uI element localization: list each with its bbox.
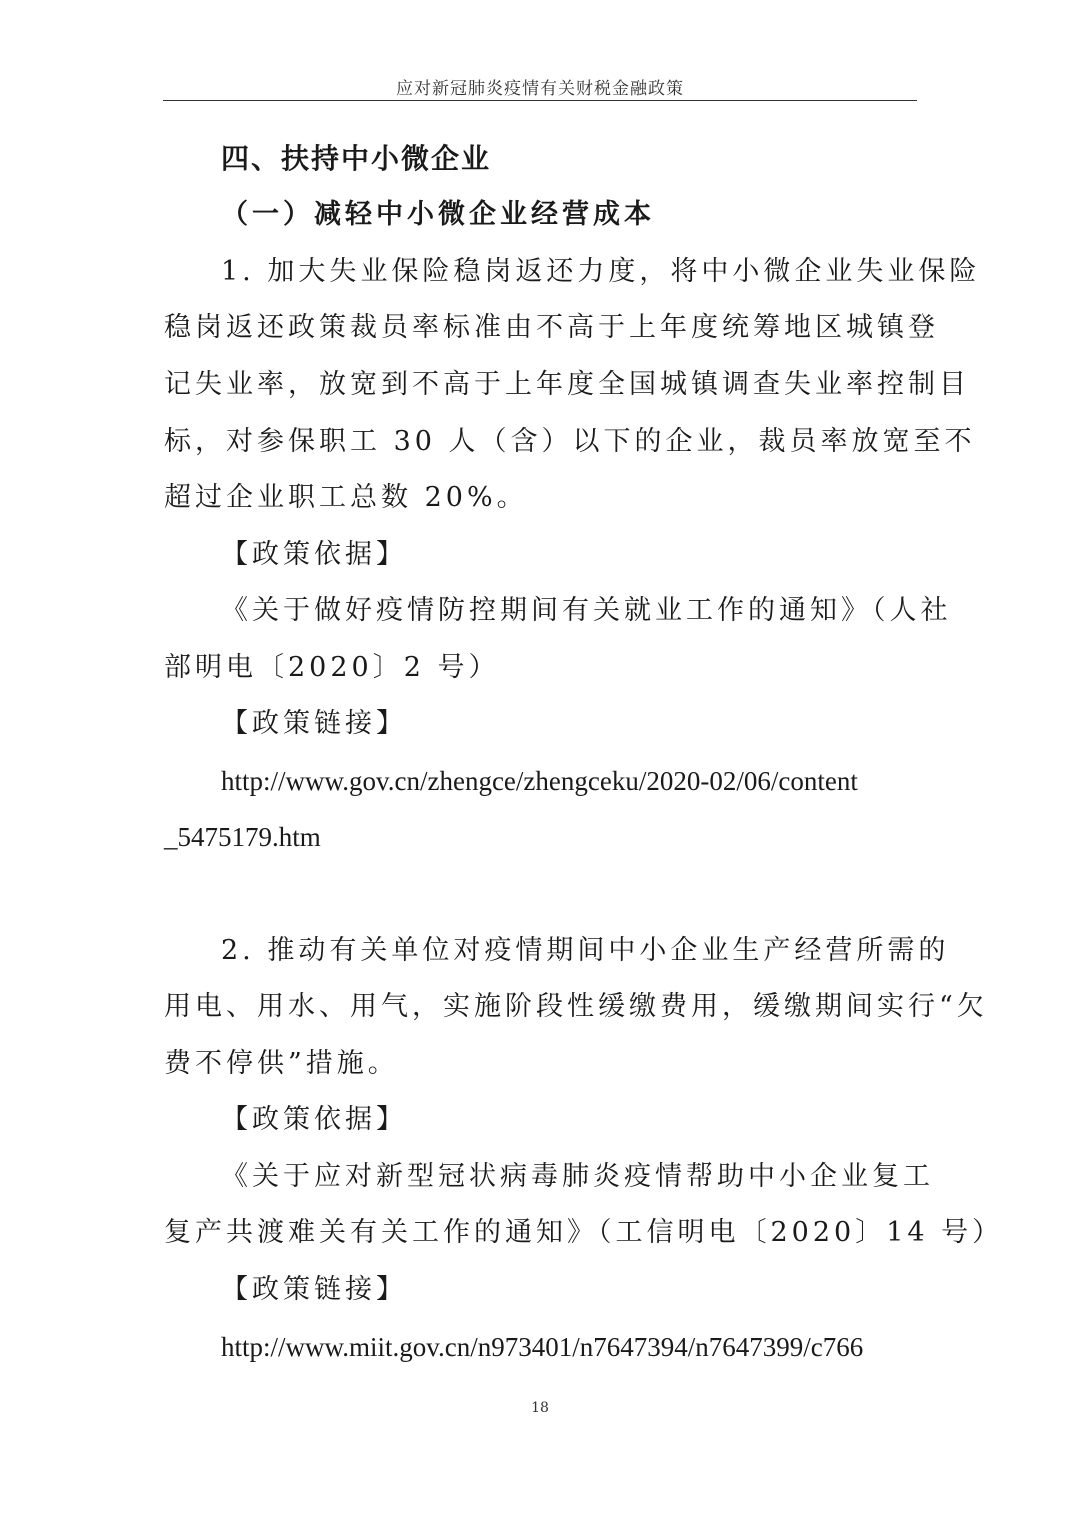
item1-policy-basis-line: 部明电〔2020〕2 号） — [164, 652, 500, 683]
item2-policy-link-url[interactable]: http://www.miit.gov.cn/n973401/n7647394/n7647399/c766 — [221, 1332, 864, 1362]
item1-policy-link-url[interactable]: http://www.gov.cn/zhengce/zhengceku/2020-02/06/content — [221, 766, 858, 796]
item1-policy-link-url[interactable]: _5475179.htm — [164, 822, 321, 852]
item2-policy-basis-line: 《关于应对新型冠状病毒肺炎疫情帮助中小企业复工 — [221, 1161, 934, 1192]
item1-paragraph-line: 超过企业职工总数 20%。 — [164, 482, 528, 513]
item2-policy-basis-label: 【政策依据】 — [221, 1104, 407, 1135]
item2-paragraph-line: 2. 推动有关单位对疫情期间中小企业生产经营所需的 — [221, 935, 950, 966]
page-number: 18 — [531, 1400, 549, 1416]
running-header: 应对新冠肺炎疫情有关财税金融政策 — [396, 79, 684, 99]
item1-policy-basis-line: 《关于做好疫情防控期间有关就业工作的通知》（人社 — [221, 595, 952, 626]
item2-paragraph-line: 费不停供”措施。 — [164, 1048, 399, 1079]
item1-policy-basis-label: 【政策依据】 — [221, 539, 407, 570]
section-title: 四、扶持中小微企业 — [221, 142, 492, 175]
item1-paragraph-line: 标，对参保职工 30 人（含）以下的企业，裁员率放宽至不 — [164, 426, 976, 457]
item1-policy-link-label: 【政策链接】 — [221, 708, 407, 739]
item2-paragraph-line: 用电、用水、用气，实施阶段性缓缴费用，缓缴期间实行“欠 — [164, 991, 988, 1022]
subsection-title: （一）减轻中小微企业经营成本 — [221, 199, 655, 230]
item2-policy-basis-line: 复产共渡难关有关工作的通知》（工信明电〔2020〕14 号） — [164, 1217, 1004, 1248]
header-divider — [163, 100, 917, 101]
item2-policy-link-label: 【政策链接】 — [221, 1274, 407, 1305]
item1-paragraph-line: 记失业率，放宽到不高于上年度全国城镇调查失业率控制目 — [164, 369, 970, 400]
item1-paragraph-line: 稳岗返还政策裁员率标准由不高于上年度统筹地区城镇登 — [164, 312, 939, 343]
item1-paragraph-line: 1. 加大失业保险稳岗返还力度，将中小微企业失业保险 — [221, 256, 981, 287]
